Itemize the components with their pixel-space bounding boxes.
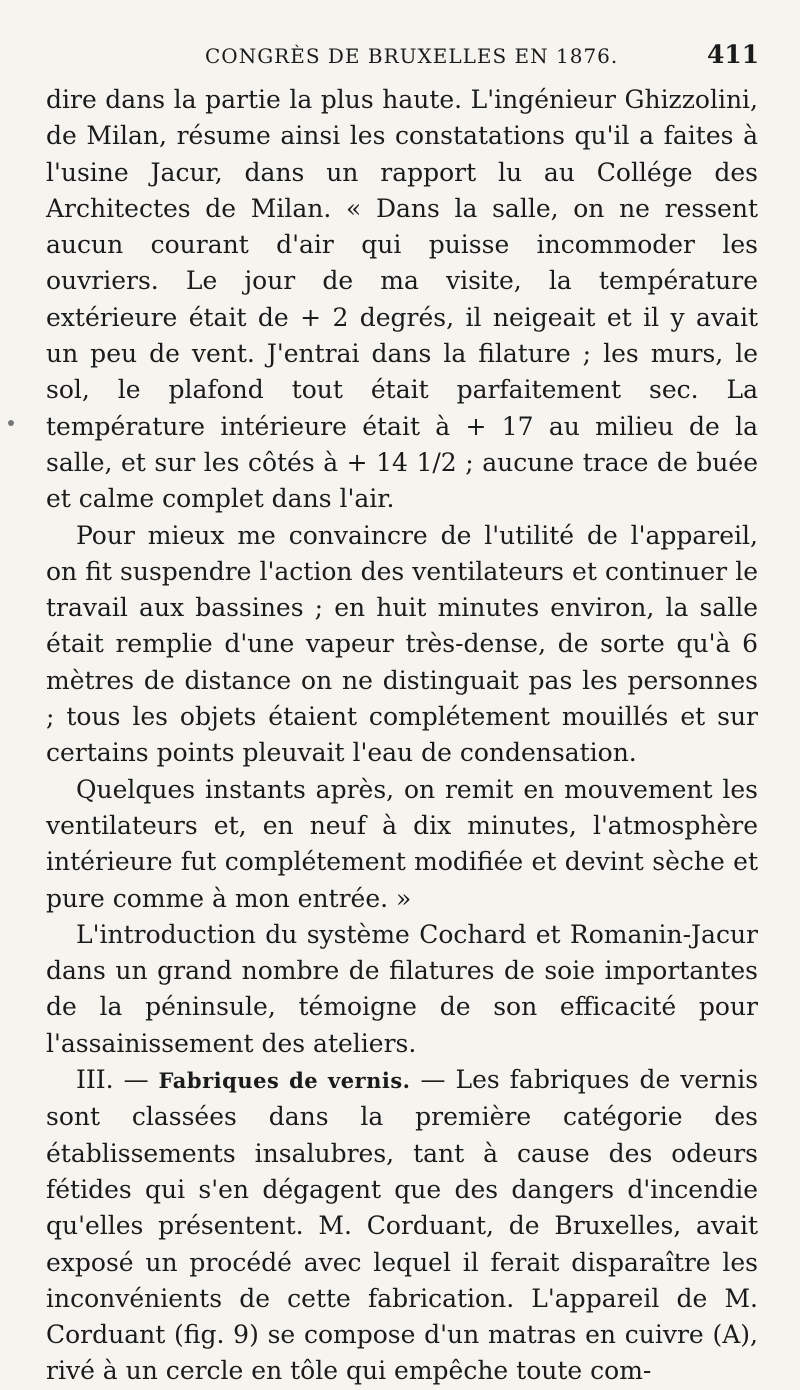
paragraph: L'introduction du système Cochard et Romanin-Jacur dans un grand nombre de filatures de soie importantes de la péninsule, témoigne de son efficacité pour l'assainissement des ateliers.	[46, 919, 758, 1058]
running-head: CONGRÈS DE BRUXELLES EN 1876.	[205, 44, 619, 68]
page-body	[46, 82, 758, 1390]
section-heading: Fabriques de vernis.	[158, 1068, 411, 1094]
paragraph: Pour mieux me convaincre de l'utilité de l'appareil, on fit suspendre l'action des ventilateurs et continuer le travail aux bassines ; en huit minutes environ, la salle était remplie d'une vapeur très-dense, de sorte qu'à 6 mètres de distance on ne distinguait pas les personnes ; tous les objets étaient complétement mouillés et sur certains points pleuvait l'eau de condensation.	[46, 520, 758, 768]
page-number: 411	[707, 40, 760, 69]
margin-dot	[8, 420, 14, 426]
paragraph: Quelques instants après, on remit en mouvement les ventilateurs et, en neuf à dix minutes, l'atmosphère intérieure fut complétement modifiée et devint sèche et pure comme à mon entrée. »	[46, 774, 758, 913]
dash: —	[123, 1065, 149, 1095]
section-number: III.	[76, 1065, 114, 1095]
section-paragraph	[46, 1062, 758, 1390]
paragraph: dire dans la partie la plus haute. L'ingénieur Ghizzolini, de Milan, résume ainsi les constatations qu'il a faites à l'usine Jacur, dans un rapport lu au Collége des Architectes de Milan. « Dans la salle, on ne ressent aucun courant d'air qui puisse incommoder les ouvriers. Le jour de ma visite, la température extérieure était de + 2 degrés, il neigeait et il y avait un peu de vent. J'entrai dans la filature ; les murs, le sol, le plafond tout était parfaitement sec. La température intérieure était à + 17 au milieu de la salle, et sur les côtés à + 14 1/2 ; aucune trace de buée et calme complet dans l'air.	[46, 85, 758, 514]
dash: —	[420, 1065, 446, 1095]
page-header	[0, 40, 800, 80]
section-text: Les fabriques de vernis sont classées dans la première catégorie des établissements insalubres, tant à cause des odeurs fétides qui s'en dégagent que des dangers d'incendie qu'elles présentent. M. Corduant, de Bruxelles, avait exposé un procédé avec lequel il ferait disparaître les inconvénients de cette fabrication. L'appareil de M. Corduant (fig. 9) se compose d'un matras en cuivre (A), rivé à un cercle en tôle qui empêche toute com-	[46, 1065, 759, 1386]
